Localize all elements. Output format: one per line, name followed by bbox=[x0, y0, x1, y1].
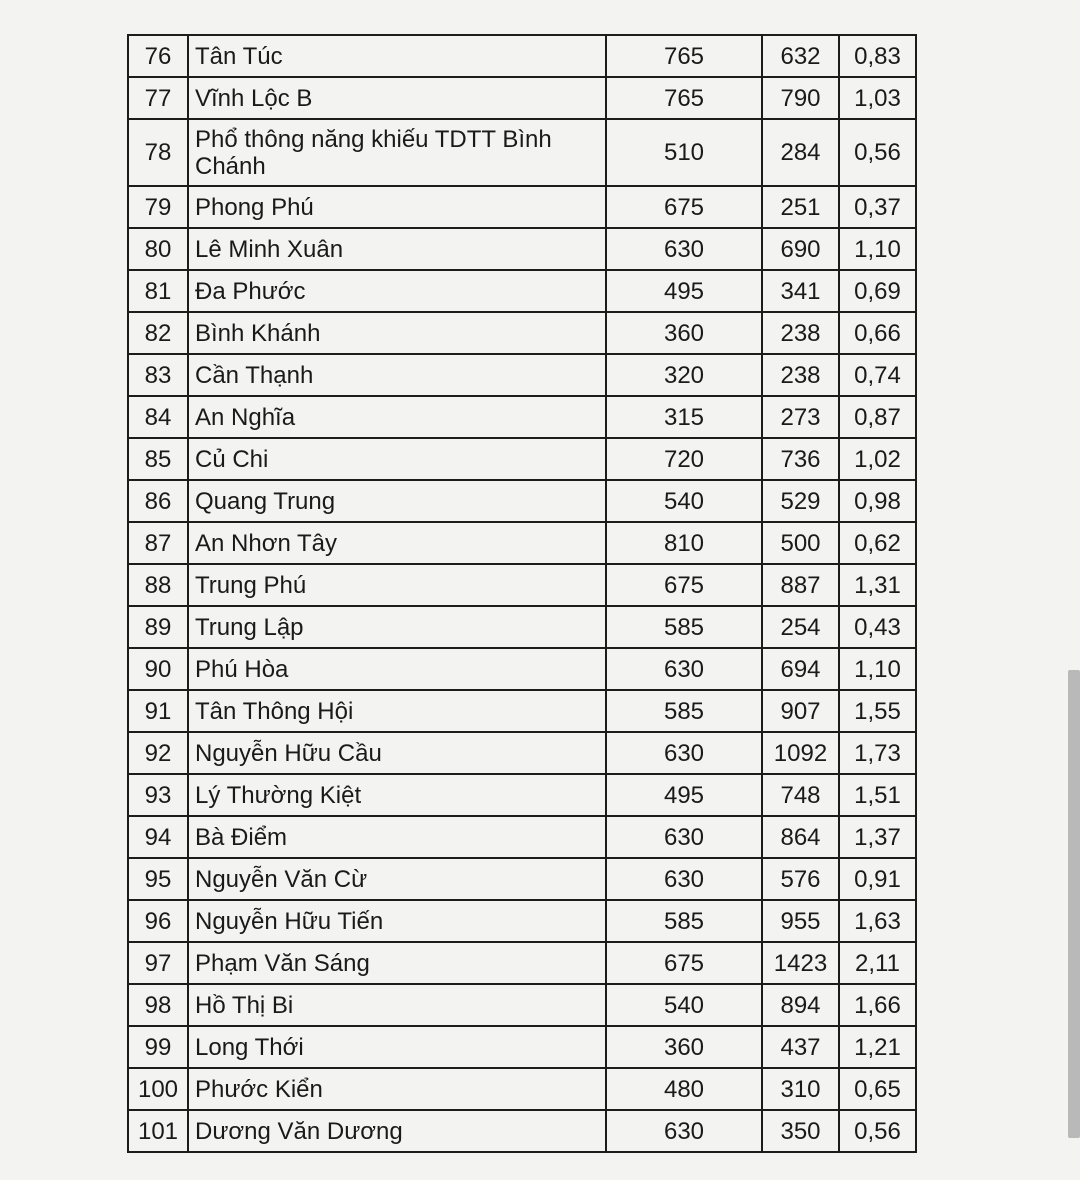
quota-value: 630 bbox=[606, 228, 762, 270]
row-number: 85 bbox=[128, 438, 188, 480]
table-row bbox=[128, 1026, 916, 1068]
school-name: Tân Thông Hội bbox=[188, 690, 606, 732]
ratio-value: 1,66 bbox=[839, 984, 916, 1026]
registered-value: 251 bbox=[762, 186, 839, 228]
school-name: Bà Điểm bbox=[188, 816, 606, 858]
quota-value: 540 bbox=[606, 480, 762, 522]
quota-value: 630 bbox=[606, 1110, 762, 1152]
school-name: Vĩnh Lộc B bbox=[188, 77, 606, 119]
school-name: Phước Kiển bbox=[188, 1068, 606, 1110]
table-row bbox=[128, 522, 916, 564]
registered-value: 694 bbox=[762, 648, 839, 690]
ratio-value: 1,02 bbox=[839, 438, 916, 480]
registered-value: 284 bbox=[762, 119, 839, 186]
registered-value: 955 bbox=[762, 900, 839, 942]
quota-value: 360 bbox=[606, 1026, 762, 1068]
registered-value: 238 bbox=[762, 312, 839, 354]
school-name: Lý Thường Kiệt bbox=[188, 774, 606, 816]
row-number: 91 bbox=[128, 690, 188, 732]
quota-value: 315 bbox=[606, 396, 762, 438]
admissions-table bbox=[127, 34, 917, 1153]
table-row bbox=[128, 312, 916, 354]
row-number: 84 bbox=[128, 396, 188, 438]
table-row bbox=[128, 774, 916, 816]
quota-value: 630 bbox=[606, 732, 762, 774]
table-row bbox=[128, 984, 916, 1026]
table-row bbox=[128, 606, 916, 648]
ratio-value: 1,10 bbox=[839, 228, 916, 270]
table-row bbox=[128, 270, 916, 312]
quota-value: 320 bbox=[606, 354, 762, 396]
row-number: 80 bbox=[128, 228, 188, 270]
school-name: Tân Túc bbox=[188, 35, 606, 77]
row-number: 90 bbox=[128, 648, 188, 690]
quota-value: 675 bbox=[606, 942, 762, 984]
registered-value: 632 bbox=[762, 35, 839, 77]
school-name: Củ Chi bbox=[188, 438, 606, 480]
row-number: 101 bbox=[128, 1110, 188, 1152]
table-row bbox=[128, 1068, 916, 1110]
school-name: Cần Thạnh bbox=[188, 354, 606, 396]
table-row bbox=[128, 690, 916, 732]
school-name: Phạm Văn Sáng bbox=[188, 942, 606, 984]
registered-value: 500 bbox=[762, 522, 839, 564]
registered-value: 907 bbox=[762, 690, 839, 732]
row-number: 78 bbox=[128, 119, 188, 186]
ratio-value: 0,74 bbox=[839, 354, 916, 396]
school-name: An Nhơn Tây bbox=[188, 522, 606, 564]
school-name: Dương Văn Dương bbox=[188, 1110, 606, 1152]
table-row bbox=[128, 942, 916, 984]
row-number: 100 bbox=[128, 1068, 188, 1110]
quota-value: 630 bbox=[606, 858, 762, 900]
table-row bbox=[128, 77, 916, 119]
registered-value: 273 bbox=[762, 396, 839, 438]
row-number: 86 bbox=[128, 480, 188, 522]
quota-value: 585 bbox=[606, 606, 762, 648]
row-number: 96 bbox=[128, 900, 188, 942]
table-row bbox=[128, 900, 916, 942]
registered-value: 887 bbox=[762, 564, 839, 606]
ratio-value: 0,98 bbox=[839, 480, 916, 522]
quota-value: 495 bbox=[606, 774, 762, 816]
ratio-value: 0,37 bbox=[839, 186, 916, 228]
registered-value: 310 bbox=[762, 1068, 839, 1110]
table-row bbox=[128, 354, 916, 396]
ratio-value: 0,87 bbox=[839, 396, 916, 438]
ratio-value: 0,43 bbox=[839, 606, 916, 648]
school-name: Đa Phước bbox=[188, 270, 606, 312]
ratio-value: 1,03 bbox=[839, 77, 916, 119]
ratio-value: 0,69 bbox=[839, 270, 916, 312]
school-name: Phong Phú bbox=[188, 186, 606, 228]
row-number: 77 bbox=[128, 77, 188, 119]
school-name: Trung Lập bbox=[188, 606, 606, 648]
ratio-value: 1,10 bbox=[839, 648, 916, 690]
row-number: 79 bbox=[128, 186, 188, 228]
ratio-value: 0,65 bbox=[839, 1068, 916, 1110]
registered-value: 736 bbox=[762, 438, 839, 480]
ratio-value: 1,21 bbox=[839, 1026, 916, 1068]
ratio-value: 1,73 bbox=[839, 732, 916, 774]
table-row bbox=[128, 816, 916, 858]
row-number: 83 bbox=[128, 354, 188, 396]
registered-value: 1092 bbox=[762, 732, 839, 774]
ratio-value: 0,66 bbox=[839, 312, 916, 354]
quota-value: 810 bbox=[606, 522, 762, 564]
table-row bbox=[128, 186, 916, 228]
ratio-value: 0,56 bbox=[839, 119, 916, 186]
row-number: 76 bbox=[128, 35, 188, 77]
table-row bbox=[128, 228, 916, 270]
school-name: Lê Minh Xuân bbox=[188, 228, 606, 270]
quota-value: 585 bbox=[606, 690, 762, 732]
quota-value: 765 bbox=[606, 77, 762, 119]
row-number: 81 bbox=[128, 270, 188, 312]
table-row bbox=[128, 1110, 916, 1152]
school-name: Nguyễn Văn Cừ bbox=[188, 858, 606, 900]
row-number: 97 bbox=[128, 942, 188, 984]
registered-value: 576 bbox=[762, 858, 839, 900]
ratio-value: 1,31 bbox=[839, 564, 916, 606]
quota-value: 510 bbox=[606, 119, 762, 186]
school-name: Long Thới bbox=[188, 1026, 606, 1068]
registered-value: 690 bbox=[762, 228, 839, 270]
table-row bbox=[128, 119, 916, 186]
row-number: 99 bbox=[128, 1026, 188, 1068]
quota-value: 630 bbox=[606, 648, 762, 690]
row-number: 95 bbox=[128, 858, 188, 900]
school-name: Nguyễn Hữu Tiến bbox=[188, 900, 606, 942]
ratio-value: 0,83 bbox=[839, 35, 916, 77]
row-number: 88 bbox=[128, 564, 188, 606]
school-name: Hồ Thị Bi bbox=[188, 984, 606, 1026]
quota-value: 675 bbox=[606, 186, 762, 228]
registered-value: 341 bbox=[762, 270, 839, 312]
row-number: 98 bbox=[128, 984, 188, 1026]
school-name: Bình Khánh bbox=[188, 312, 606, 354]
quota-value: 540 bbox=[606, 984, 762, 1026]
ratio-value: 1,51 bbox=[839, 774, 916, 816]
ratio-value: 1,55 bbox=[839, 690, 916, 732]
table-row bbox=[128, 648, 916, 690]
table-row bbox=[128, 35, 916, 77]
ratio-value: 0,56 bbox=[839, 1110, 916, 1152]
school-name: Trung Phú bbox=[188, 564, 606, 606]
ratio-value: 1,63 bbox=[839, 900, 916, 942]
scrollbar[interactable] bbox=[1068, 670, 1080, 1138]
registered-value: 894 bbox=[762, 984, 839, 1026]
table-row bbox=[128, 480, 916, 522]
table-row bbox=[128, 438, 916, 480]
registered-value: 1423 bbox=[762, 942, 839, 984]
registered-value: 238 bbox=[762, 354, 839, 396]
registered-value: 529 bbox=[762, 480, 839, 522]
school-name: Phú Hòa bbox=[188, 648, 606, 690]
quota-value: 360 bbox=[606, 312, 762, 354]
ratio-value: 1,37 bbox=[839, 816, 916, 858]
quota-value: 630 bbox=[606, 816, 762, 858]
table-row bbox=[128, 396, 916, 438]
row-number: 89 bbox=[128, 606, 188, 648]
quota-value: 720 bbox=[606, 438, 762, 480]
school-name: Quang Trung bbox=[188, 480, 606, 522]
school-name: An Nghĩa bbox=[188, 396, 606, 438]
school-name: Nguyễn Hữu Cầu bbox=[188, 732, 606, 774]
quota-value: 480 bbox=[606, 1068, 762, 1110]
school-name: Phổ thông năng khiếu TDTT Bình Chánh bbox=[188, 119, 606, 186]
registered-value: 437 bbox=[762, 1026, 839, 1068]
row-number: 94 bbox=[128, 816, 188, 858]
row-number: 87 bbox=[128, 522, 188, 564]
registered-value: 748 bbox=[762, 774, 839, 816]
registered-value: 254 bbox=[762, 606, 839, 648]
row-number: 92 bbox=[128, 732, 188, 774]
table-row bbox=[128, 732, 916, 774]
row-number: 93 bbox=[128, 774, 188, 816]
table-row bbox=[128, 858, 916, 900]
quota-value: 585 bbox=[606, 900, 762, 942]
ratio-value: 2,11 bbox=[839, 942, 916, 984]
quota-value: 765 bbox=[606, 35, 762, 77]
quota-value: 495 bbox=[606, 270, 762, 312]
registered-value: 350 bbox=[762, 1110, 839, 1152]
table-row bbox=[128, 564, 916, 606]
ratio-value: 0,91 bbox=[839, 858, 916, 900]
ratio-value: 0,62 bbox=[839, 522, 916, 564]
row-number: 82 bbox=[128, 312, 188, 354]
registered-value: 864 bbox=[762, 816, 839, 858]
quota-value: 675 bbox=[606, 564, 762, 606]
registered-value: 790 bbox=[762, 77, 839, 119]
